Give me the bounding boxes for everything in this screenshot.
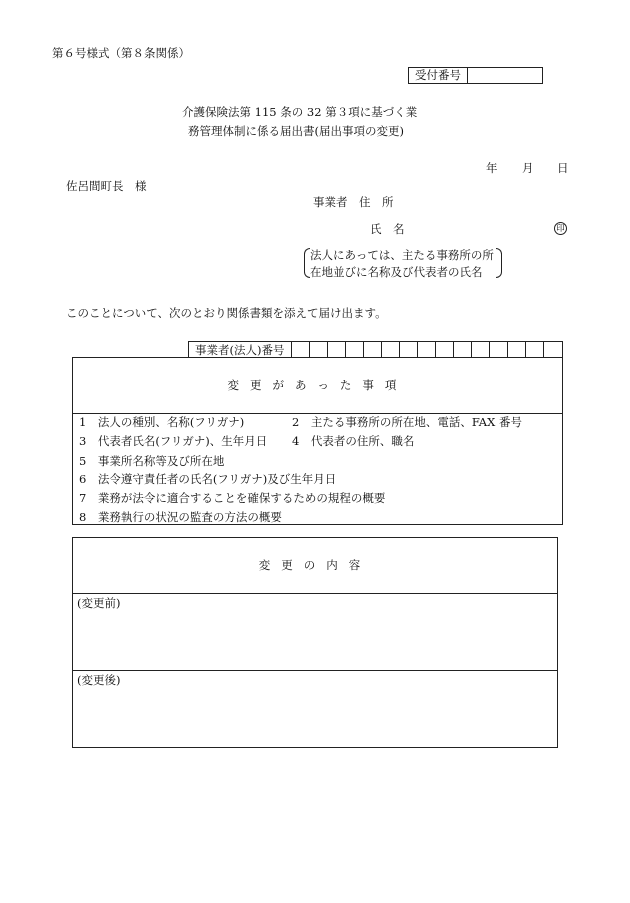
business-number-digit-cell[interactable] (508, 342, 526, 358)
date-day: 日 (557, 161, 569, 175)
changed-item-8: 8 業務執行の状況の監査の方法の概要 (79, 510, 282, 524)
business-number-digit-cell[interactable] (346, 342, 364, 358)
statement-text: このことについて、次のとおり関係書類を添えて届け出ます。 (66, 306, 387, 320)
change-content-header: 変更の内容 (258, 558, 372, 572)
before-change-area[interactable] (73, 594, 557, 670)
changed-item-1: 1 法人の種別、名称(フリガナ) (79, 415, 245, 429)
applicant-note-line1: 法人にあっては、主たる事務所の所 (310, 248, 494, 262)
business-number-digit-cell[interactable] (364, 342, 382, 358)
form-number: 第６号様式（第８条関係） (52, 46, 190, 60)
form-title-line2: 務管理体制に係る届出書(届出事項の変更) (188, 124, 404, 138)
form-title-line1: 介護保険法第 115 条の 32 第３項に基づく業 (182, 105, 418, 119)
business-number-digit-cell[interactable] (526, 342, 544, 358)
changed-items-table (72, 357, 563, 525)
changed-item-3: 3 代表者氏名(フリガナ)、生年月日 (79, 434, 268, 448)
changed-item-5: 5 事業所名称等及び所在地 (79, 454, 225, 468)
after-change-area[interactable] (73, 671, 557, 747)
note-bracket-right (496, 248, 502, 278)
business-number-digit-cell[interactable] (454, 342, 472, 358)
changed-item-2: 2 主たる事務所の所在地、電話、FAX 番号 (292, 415, 522, 429)
receipt-number-label: 受付番号 (415, 68, 461, 82)
applicant-address-label: 事業者 住 所 (313, 195, 394, 209)
receipt-number-field[interactable] (468, 68, 542, 83)
business-number-row (188, 341, 563, 358)
receipt-number-box (408, 67, 543, 84)
business-number-digit-cell[interactable] (490, 342, 508, 358)
business-number-digit-cell[interactable] (472, 342, 490, 358)
after-change-label: (変更後) (77, 673, 121, 687)
business-number-label: 事業者(法人)番号 (195, 343, 285, 357)
seal-mark: 印 (554, 222, 567, 235)
business-number-digit-cell[interactable] (436, 342, 454, 358)
business-number-digit-cell[interactable] (310, 342, 328, 358)
before-change-label: (変更前) (77, 596, 121, 610)
business-number-digit-cell[interactable] (418, 342, 436, 358)
business-number-digit-cell[interactable] (544, 342, 562, 358)
changed-items-header: 変更があった事項 (227, 378, 408, 392)
business-number-digit-cell[interactable] (328, 342, 346, 358)
business-number-digit-cell[interactable] (382, 342, 400, 358)
changed-item-6: 6 法令遵守責任者の氏名(フリガナ)及び生年月日 (79, 472, 337, 486)
addressee: 佐呂間町長 様 (66, 179, 147, 193)
applicant-name-label: 氏 名 (370, 222, 405, 236)
changed-item-4: 4 代表者の住所、職名 (292, 434, 415, 448)
changed-item-7: 7 業務が法令に適合することを確保するための規程の概要 (79, 491, 386, 505)
applicant-note-line2: 在地並びに名称及び代表者の氏名 (310, 265, 483, 279)
date-year: 年 (486, 161, 498, 175)
date-month: 月 (522, 161, 534, 175)
change-content-table (72, 537, 558, 748)
business-number-digit-cell[interactable] (292, 342, 310, 358)
business-number-digit-cell[interactable] (400, 342, 418, 358)
